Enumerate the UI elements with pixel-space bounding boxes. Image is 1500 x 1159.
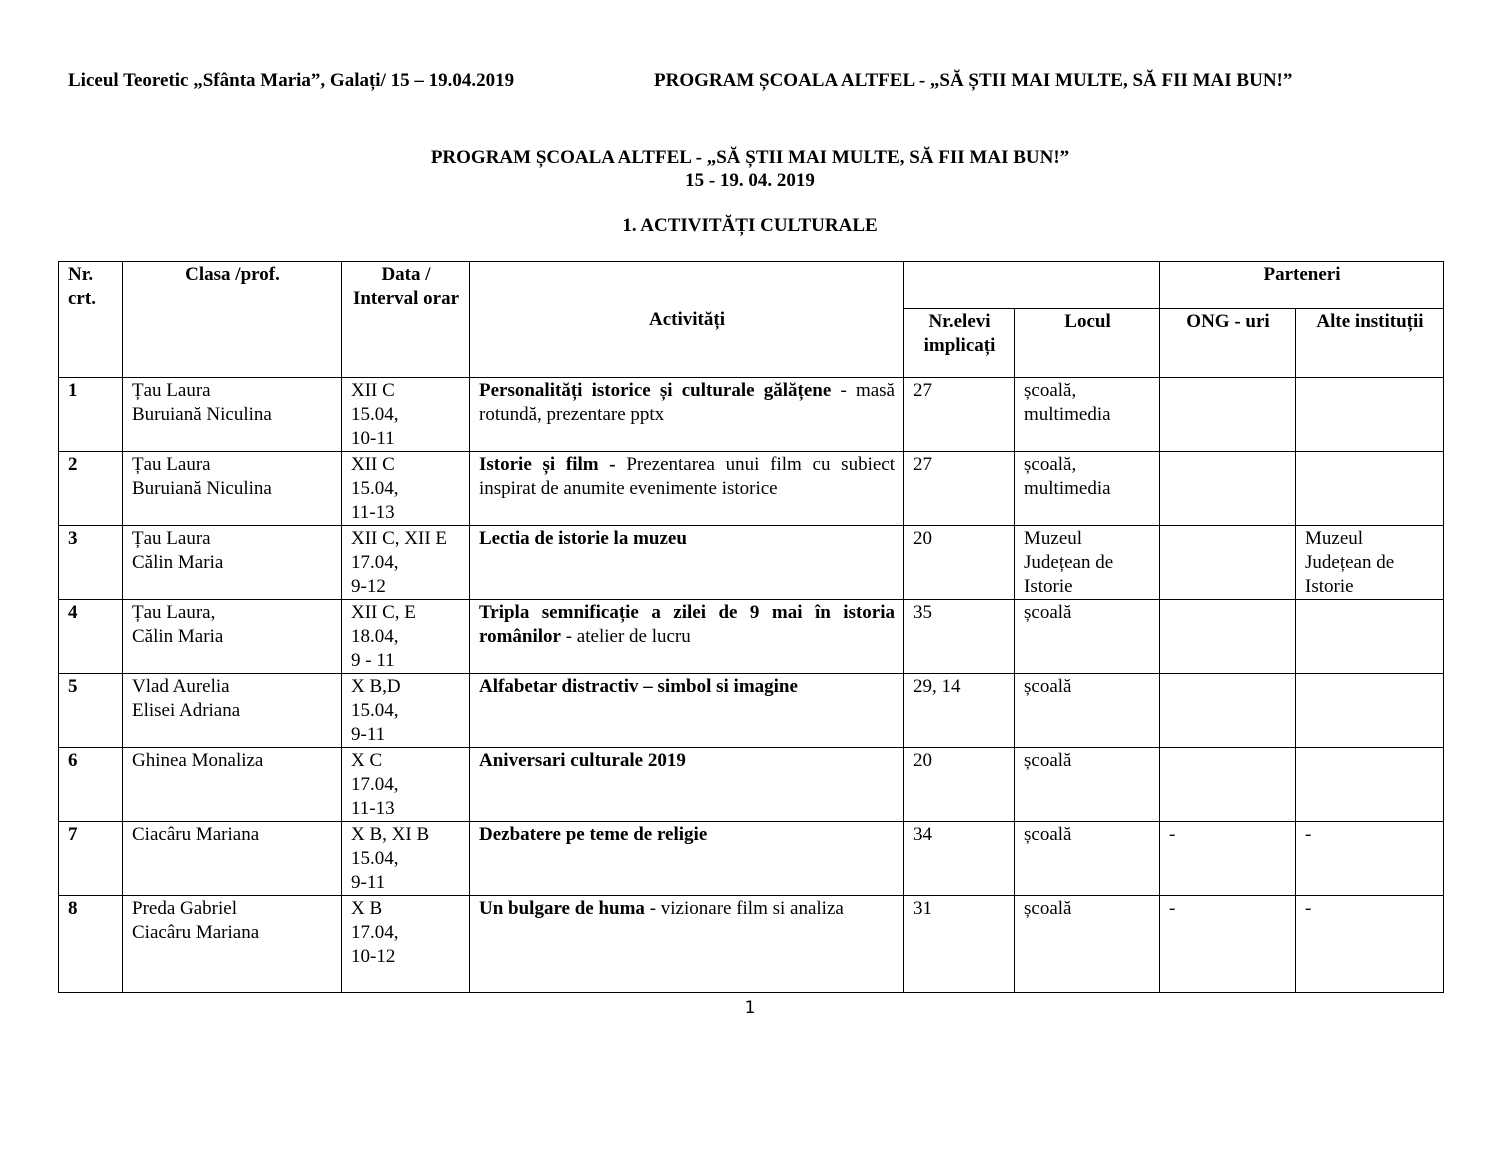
cell-line: - xyxy=(1305,824,1312,845)
header-empty xyxy=(904,262,1160,309)
cell-line: 9-11 xyxy=(351,724,386,745)
cell-line: 11-13 xyxy=(351,502,395,523)
cell-line: XII C, E xyxy=(351,602,416,623)
cell-locul xyxy=(1015,822,1160,896)
table-row xyxy=(59,674,1444,748)
cell-line: Călin Maria xyxy=(132,626,224,647)
cell-ong xyxy=(1160,526,1296,600)
activity-title: Dezbatere pe teme de religie xyxy=(479,824,708,845)
cell-data xyxy=(342,526,470,600)
table-row xyxy=(59,822,1444,896)
document-dates: 15 - 19. 04. 2019 xyxy=(685,170,815,191)
cell-prof xyxy=(123,896,342,993)
page-number: 1 xyxy=(744,998,756,1018)
cell-line: Județean de xyxy=(1305,552,1395,573)
cell-line: Județean de xyxy=(1024,552,1114,573)
cell-line: Elisei Adriana xyxy=(132,700,241,721)
cell-activity xyxy=(470,822,904,896)
cell-prof xyxy=(123,526,342,600)
activity-title: Istorie și film - xyxy=(479,454,616,475)
header-ong: ONG - uri xyxy=(1160,309,1296,378)
cell-ong xyxy=(1160,600,1296,674)
cell-line: Vlad Aurelia xyxy=(132,676,230,697)
cell-locul xyxy=(1015,378,1160,452)
cell-line: școală xyxy=(1024,750,1072,771)
cell-line: Ciacâru Mariana xyxy=(132,824,260,845)
cell-line: Istorie xyxy=(1305,576,1354,597)
table-row xyxy=(59,896,1444,993)
cell-prof xyxy=(123,674,342,748)
activity-title: Tripla semnificație a zilei de 9 mai în istoria românilor xyxy=(479,602,895,647)
cell-alte xyxy=(1296,674,1444,748)
cell-line: 15.04, xyxy=(351,848,399,869)
cell-line: Buruiană Niculina xyxy=(132,404,272,425)
cell-alte xyxy=(1296,526,1444,600)
cell-elevi: 20 xyxy=(904,748,1015,822)
cell-line: 9-11 xyxy=(351,872,386,893)
cell-elevi: 27 xyxy=(904,378,1015,452)
cell-alte xyxy=(1296,896,1444,993)
cell-line: Călin Maria xyxy=(132,552,224,573)
cell-nr: 7 xyxy=(59,822,123,896)
cell-line: Țau Laura xyxy=(132,380,211,401)
cell-locul xyxy=(1015,600,1160,674)
cell-line: X B,D xyxy=(351,676,401,697)
cell-line: Țau Laura xyxy=(132,528,211,549)
cell-line: școală, xyxy=(1024,454,1077,475)
activities-table xyxy=(58,261,1444,993)
cell-nr: 6 xyxy=(59,748,123,822)
table-row xyxy=(59,600,1444,674)
cell-alte xyxy=(1296,378,1444,452)
cell-data xyxy=(342,378,470,452)
cell-nr: 5 xyxy=(59,674,123,748)
activity-title: Aniversari culturale 2019 xyxy=(479,750,686,771)
cell-prof xyxy=(123,452,342,526)
cell-activity xyxy=(470,896,904,993)
header-activitati: Activități xyxy=(470,262,904,378)
cell-line: X C xyxy=(351,750,383,771)
cell-data xyxy=(342,748,470,822)
cell-nr: 1 xyxy=(59,378,123,452)
cell-line: școală xyxy=(1024,676,1072,697)
header-elevi: Nr.elevi implicați xyxy=(904,309,1015,378)
cell-prof xyxy=(123,378,342,452)
cell-ong xyxy=(1160,452,1296,526)
cell-line: XII C xyxy=(351,380,395,401)
cell-line: Țau Laura xyxy=(132,454,211,475)
cell-line: X B xyxy=(351,898,383,919)
cell-line: școală xyxy=(1024,824,1072,845)
cell-line: 17.04, xyxy=(351,922,399,943)
activity-description: - masă rotundă, prezentare pptx xyxy=(479,380,895,425)
cell-line: 17.04, xyxy=(351,774,399,795)
running-header-left: Liceul Teoretic „Sfânta Maria”, Galați/ 15 – 19.04.2019 xyxy=(68,70,515,91)
cell-activity xyxy=(470,452,904,526)
cell-line: Buruiană Niculina xyxy=(132,478,272,499)
cell-ong xyxy=(1160,378,1296,452)
header-nr: Nr. crt. xyxy=(59,262,123,378)
section-heading: 1. ACTIVITĂȚI CULTURALE xyxy=(622,215,878,236)
cell-line: - xyxy=(1305,898,1312,919)
cell-ong: - xyxy=(1160,822,1296,896)
cell-ong xyxy=(1160,748,1296,822)
cell-elevi: 20 xyxy=(904,526,1015,600)
cell-alte xyxy=(1296,822,1444,896)
cell-line: Istorie xyxy=(1024,576,1073,597)
header-clasa: Clasa /prof. xyxy=(123,262,342,378)
cell-activity xyxy=(470,600,904,674)
cell-line: XII C xyxy=(351,454,395,475)
cell-prof xyxy=(123,600,342,674)
cell-data xyxy=(342,896,470,993)
cell-data xyxy=(342,674,470,748)
header-data: Data / Interval orar xyxy=(342,262,470,378)
cell-nr: 2 xyxy=(59,452,123,526)
cell-line: Muzeul xyxy=(1305,528,1364,549)
cell-line: 10-12 xyxy=(351,946,396,967)
cell-ong: - xyxy=(1160,896,1296,993)
cell-line: Preda Gabriel xyxy=(132,898,237,919)
table-row xyxy=(59,526,1444,600)
cell-elevi: 29, 14 xyxy=(904,674,1015,748)
cell-line: Muzeul xyxy=(1024,528,1083,549)
cell-activity xyxy=(470,674,904,748)
cell-locul xyxy=(1015,748,1160,822)
cell-line: XII C, XII E xyxy=(351,528,448,549)
running-header-right: PROGRAM ȘCOALA ALTFEL - „SĂ ȘTII MAI MULTE, SĂ FII MAI BUN!” xyxy=(654,70,1293,91)
cell-alte xyxy=(1296,600,1444,674)
cell-line: 9 - 11 xyxy=(351,650,395,671)
cell-line: Țau Laura, xyxy=(132,602,216,623)
cell-locul xyxy=(1015,526,1160,600)
cell-line: 18.04, xyxy=(351,626,399,647)
cell-line: X B, XI B xyxy=(351,824,430,845)
cell-line: școală, xyxy=(1024,380,1077,401)
cell-data xyxy=(342,452,470,526)
cell-ong xyxy=(1160,674,1296,748)
cell-line: multimedia xyxy=(1024,478,1111,499)
cell-alte xyxy=(1296,748,1444,822)
table-row xyxy=(59,452,1444,526)
activity-title: Lectia de istorie la muzeu xyxy=(479,528,687,549)
activity-title: Un bulgare de huma xyxy=(479,898,645,919)
table-row xyxy=(59,748,1444,822)
activity-title: Alfabetar distractiv – simbol si imagine xyxy=(479,676,798,697)
cell-alte xyxy=(1296,452,1444,526)
cell-elevi: 31 xyxy=(904,896,1015,993)
cell-line: 10-11 xyxy=(351,428,395,449)
cell-nr: 8 xyxy=(59,896,123,993)
cell-locul xyxy=(1015,674,1160,748)
header-locul: Locul xyxy=(1015,309,1160,378)
cell-line: multimedia xyxy=(1024,404,1111,425)
activity-description: Prezentarea unui film cu subiect inspirat de anumite evenimente istorice xyxy=(479,454,895,499)
cell-activity xyxy=(470,378,904,452)
cell-elevi: 34 xyxy=(904,822,1015,896)
cell-line: școală xyxy=(1024,602,1072,623)
cell-line: 15.04, xyxy=(351,700,399,721)
cell-line: 15.04, xyxy=(351,404,399,425)
cell-locul xyxy=(1015,452,1160,526)
header-alte: Alte instituții xyxy=(1296,309,1444,378)
cell-prof xyxy=(123,822,342,896)
table-row xyxy=(59,378,1444,452)
document-title: PROGRAM ȘCOALA ALTFEL - „SĂ ȘTII MAI MULTE, SĂ FII MAI BUN!” xyxy=(430,147,1070,168)
cell-nr: 4 xyxy=(59,600,123,674)
cell-activity xyxy=(470,748,904,822)
cell-line: școală xyxy=(1024,898,1072,919)
cell-line: 15.04, xyxy=(351,478,399,499)
cell-data xyxy=(342,822,470,896)
cell-line: Ghinea Monaliza xyxy=(132,750,264,771)
cell-elevi: 27 xyxy=(904,452,1015,526)
cell-locul xyxy=(1015,896,1160,993)
activity-description: - vizionare film si analiza xyxy=(644,898,844,919)
cell-line: 17.04, xyxy=(351,552,399,573)
header-parteneri: Parteneri xyxy=(1160,262,1444,309)
activity-title: Personalități istorice și culturale gălățene xyxy=(479,380,832,401)
cell-line: 11-13 xyxy=(351,798,395,819)
activity-description: - atelier de lucru xyxy=(560,626,691,647)
cell-line: 9-12 xyxy=(351,576,386,597)
cell-elevi: 35 xyxy=(904,600,1015,674)
cell-data xyxy=(342,600,470,674)
cell-prof xyxy=(123,748,342,822)
cell-line: Ciacâru Mariana xyxy=(132,922,260,943)
cell-activity xyxy=(470,526,904,600)
cell-nr: 3 xyxy=(59,526,123,600)
